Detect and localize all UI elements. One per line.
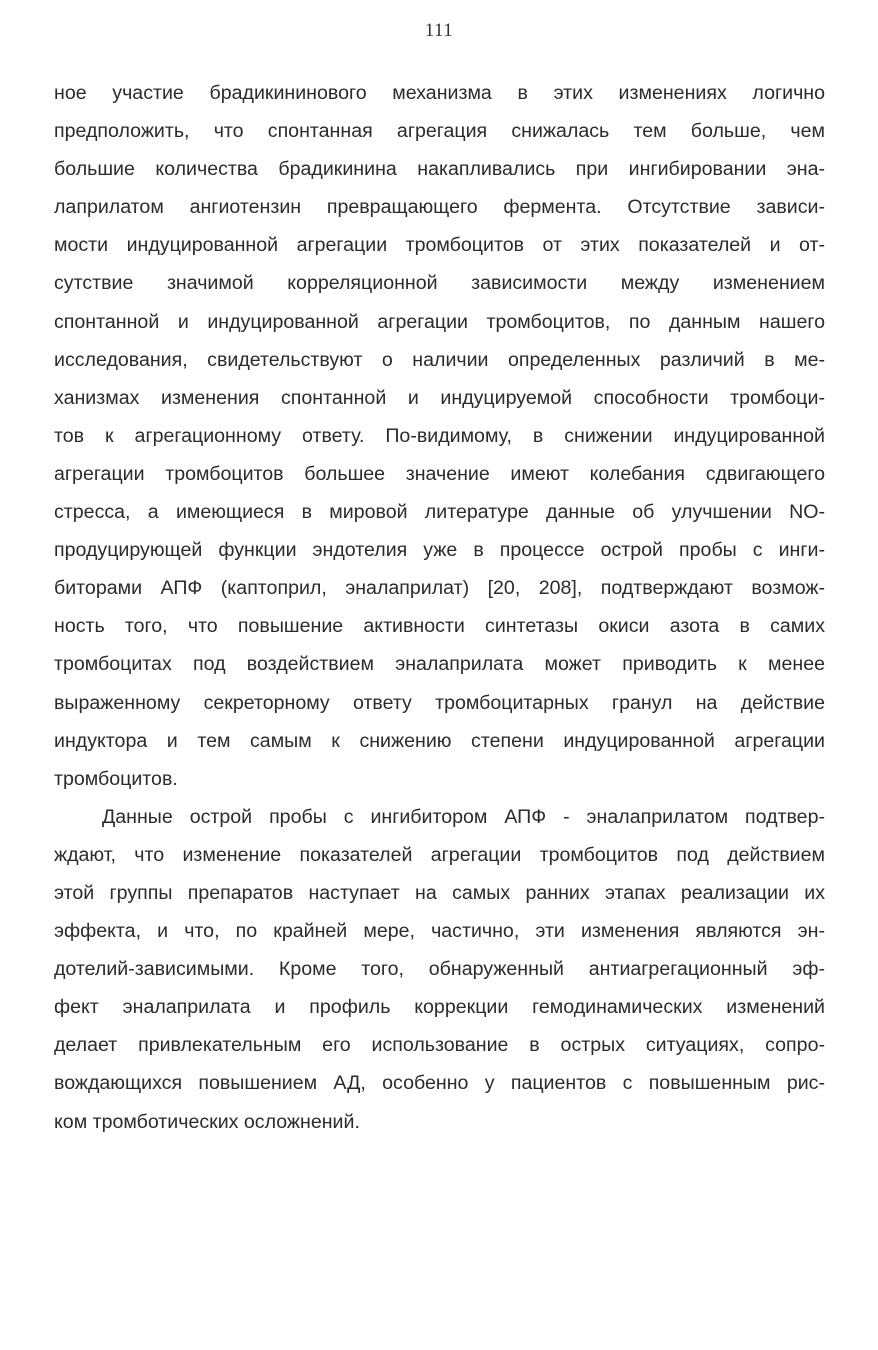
text-line: тромбоцитах под воздействием эналаприлата может приводить к менее [54, 653, 825, 676]
text-line: биторами АПФ (каптоприл, эналаприлат) [20, 208], подтверждают возмож- [54, 577, 825, 600]
text-line: выраженному секреторному ответу тромбоцитарных гранул на действие [54, 691, 825, 714]
text-line: эффекта, и что, по крайней мере, частично, эти изменения являются эн- [54, 920, 825, 943]
text-line: спонтанной и индуцированной агрегации тромбоцитов, по данным нашего [54, 310, 825, 333]
text-line: индуктора и тем самым к снижению степени индуцированной агрегации [54, 729, 825, 752]
text-line: этой группы препаратов наступает на самых ранних этапах реализации их [54, 881, 825, 904]
text-line: мости индуцированной агрегации тромбоцитов от этих показателей и от- [54, 234, 825, 257]
text-line: фект эналаприлата и профиль коррекции гемодинамических изменений [54, 996, 825, 1019]
text-line: ждают, что изменение показателей агрегации тромбоцитов под действием [54, 843, 825, 866]
text-line: тромбоцитов. [54, 767, 178, 790]
text-line: ное участие брадикининового механизма в этих изменениях логично [54, 82, 825, 104]
text-line: предположить, что спонтанная агрегация снижалась тем больше, чем [54, 120, 825, 143]
text-line: вождающихся повышением АД, особенно у пациентов с повышенным рис- [54, 1072, 825, 1095]
text-line: исследования, свидетельствуют о наличии определенных различий в ме- [54, 348, 825, 371]
text-line: ность того, что повышение активности синтетазы окиси азота в самих [54, 615, 825, 638]
text-line: стресса, а имеющиеся в мировой литературе данные об улучшении NO- [54, 501, 825, 524]
text-line: тов к агрегационному ответу. По-видимому, в снижении индуцированной [54, 424, 825, 447]
paragraph-2 [54, 798, 825, 1141]
text-line: агрегации тромбоцитов большее значение имеют колебания сдвигающего [54, 462, 825, 485]
text-line: ком тромботических осложнений. [54, 1110, 360, 1133]
page-number: 111 [424, 20, 454, 41]
paragraph-1 [54, 74, 825, 798]
text-line: большие количества брадикинина накапливались при ингибировании эна- [54, 158, 825, 181]
body-text [54, 74, 825, 1141]
text-line: ханизмах изменения спонтанной и индуцируемой способности тромбоци- [54, 386, 825, 409]
text-line: дотелий-зависимыми. Кроме того, обнаруженный антиагрегационный эф- [54, 958, 825, 981]
text-line: делает привлекательным его использование в острых ситуациях, сопро- [54, 1034, 825, 1057]
text-line: продуцирующей функции эндотелия уже в процессе острой пробы с инги- [54, 539, 825, 562]
text-line: лаприлатом ангиотензин превращающего фермента. Отсутствие зависи- [54, 196, 825, 219]
text-line: Данные острой пробы с ингибитором АПФ - эналаприлатом подтвер- [102, 805, 825, 828]
text-line: сутствие значимой корреляционной зависимости между изменением [54, 272, 825, 295]
